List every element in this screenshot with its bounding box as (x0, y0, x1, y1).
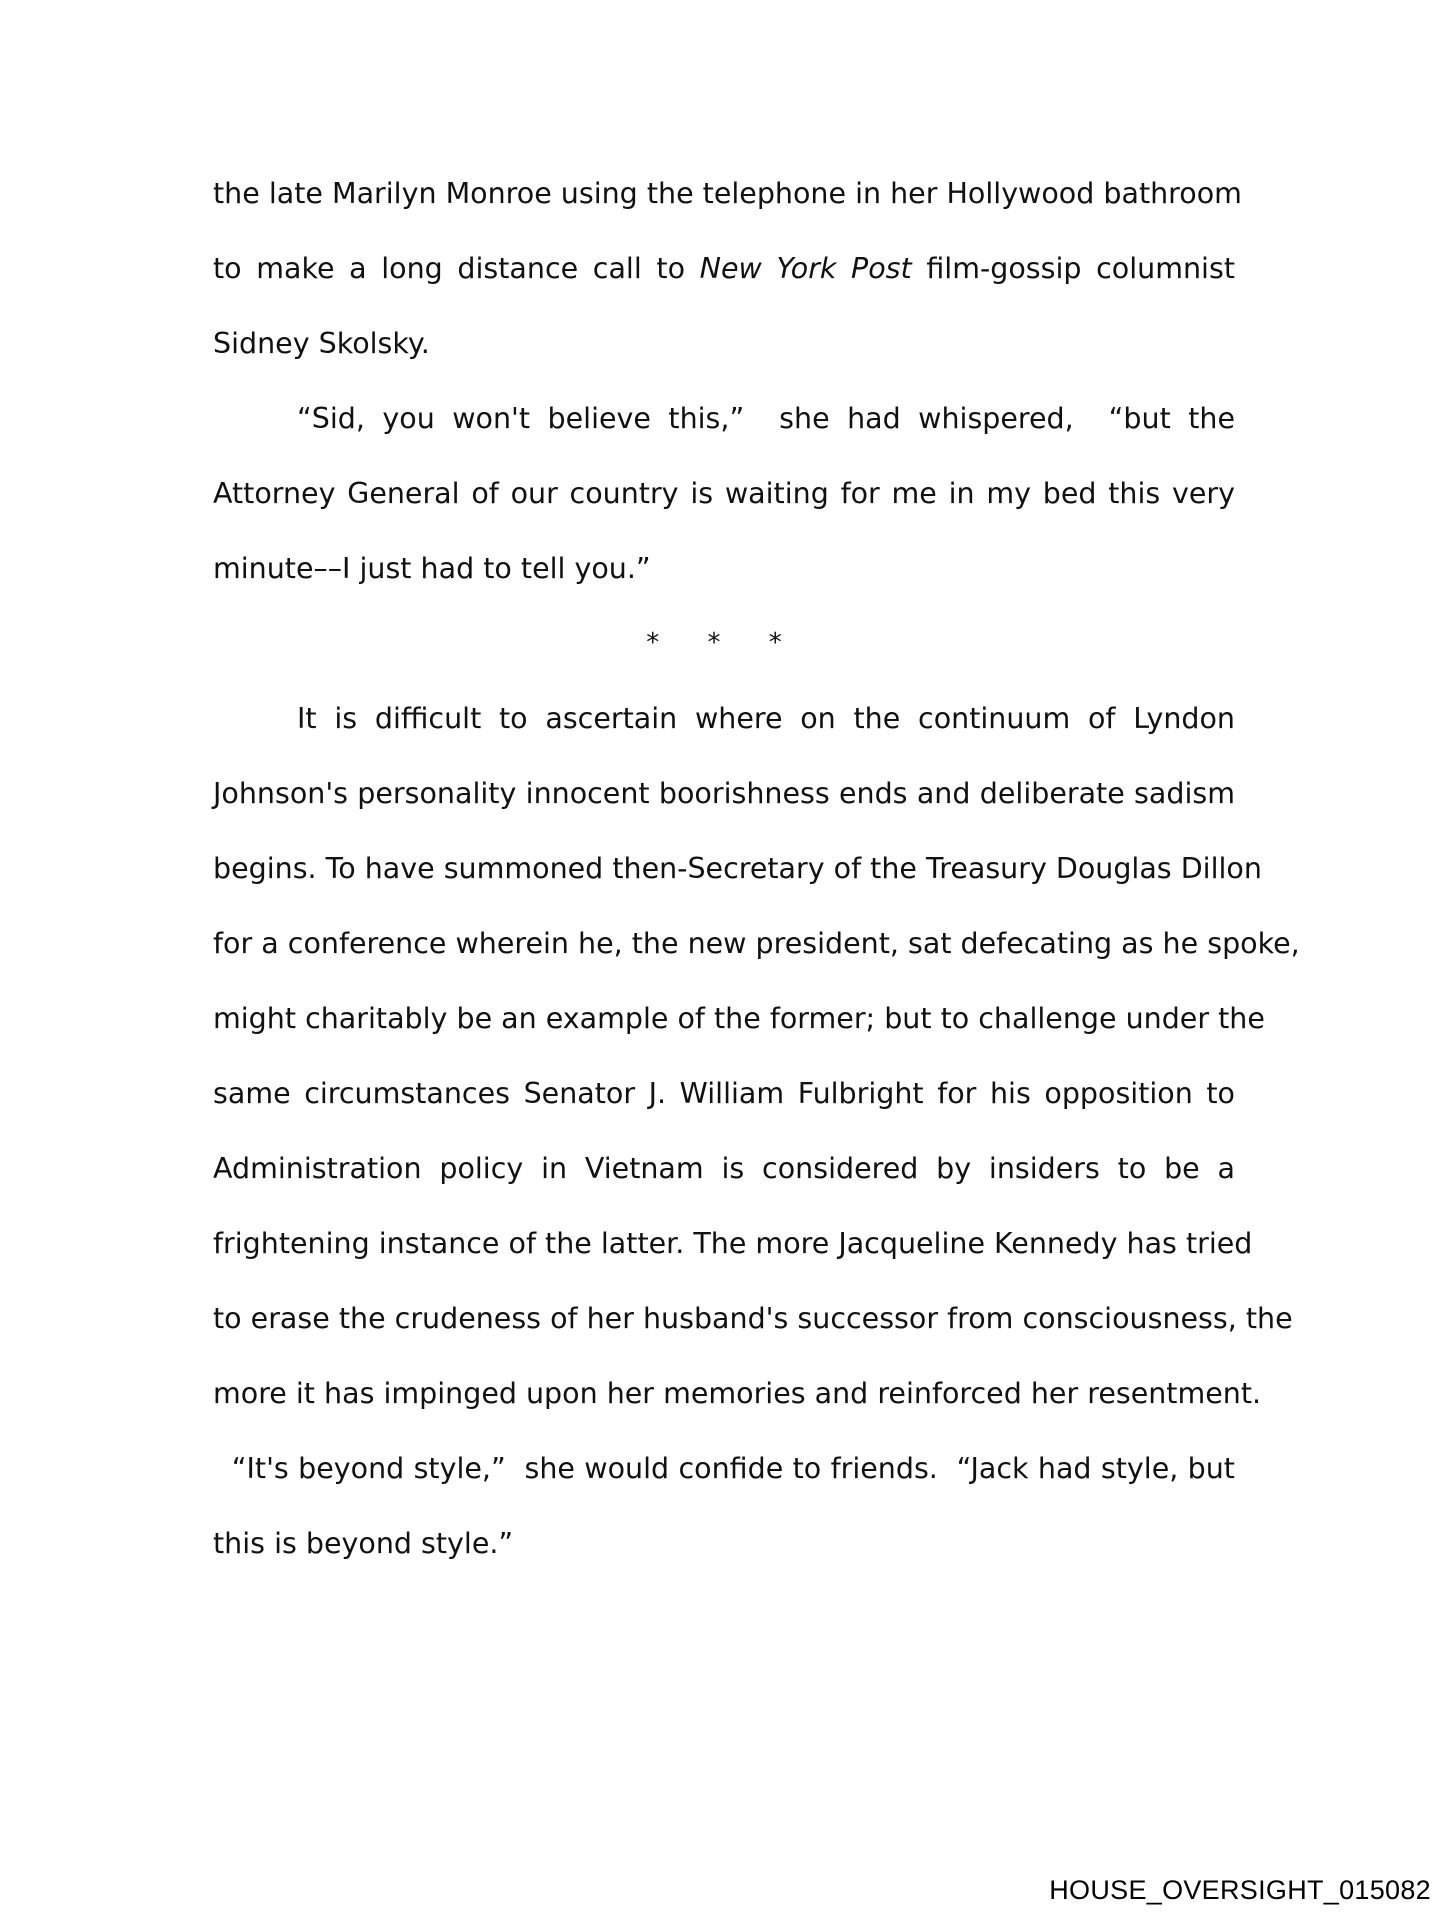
text-line: “Sid, you won't believe this,” she had whispered, “but the (297, 402, 1235, 435)
paragraph-quote (213, 381, 1235, 606)
text-line: might charitably be an example of the former; but to challenge under the (213, 1002, 1265, 1035)
publication-title: New York Post (699, 252, 912, 285)
text-line: Sidney Skolsky. (213, 327, 430, 360)
text-line: Attorney General of our country is waiting for me in my bed this very (213, 477, 1235, 510)
text-line: for a conference wherein he, the new president, sat defecating as he spoke, (213, 927, 1300, 960)
bates-number: HOUSE_OVERSIGHT_015082 (1049, 1875, 1431, 1905)
text-line: same circumstances Senator J. William Fulbright for his opposition to (213, 1077, 1235, 1110)
text-run: to make a long distance call to (213, 252, 700, 285)
text-line: frightening instance of the latter. The more Jacqueline Kennedy has tried (213, 1227, 1253, 1260)
paragraph-continuation (213, 156, 1242, 381)
text-line: Johnson's personality innocent boorishness ends and deliberate sadism (213, 777, 1235, 810)
text-line: minute––I just had to tell you.” (213, 552, 651, 585)
text-line: Administration policy in Vietnam is considered by insiders to be a (213, 1152, 1235, 1185)
text-line: more it has impinged upon her memories and reinforced her resentment. (213, 1377, 1262, 1410)
text-line (213, 231, 1235, 306)
text-line: the late Marilyn Monroe using the telephone in her Hollywood bathroom (213, 177, 1242, 210)
document-page (213, 156, 1300, 1581)
text-line: to erase the crudeness of her husband's successor from consciousness, the (213, 1302, 1293, 1335)
text-line: begins. To have summoned then-Secretary of the Treasury Douglas Dillon (213, 852, 1262, 885)
text-run: film-gossip columnist (911, 252, 1235, 285)
text-line: this is beyond style.” (213, 1527, 514, 1560)
text-line: It is difficult to ascertain where on the continuum of Lyndon (297, 702, 1235, 735)
paragraph-johnson (213, 681, 1300, 1581)
section-break: * * * (646, 628, 802, 658)
text-line: “It's beyond style,” she would confide to friends. “Jack had style, but (213, 1452, 1235, 1485)
